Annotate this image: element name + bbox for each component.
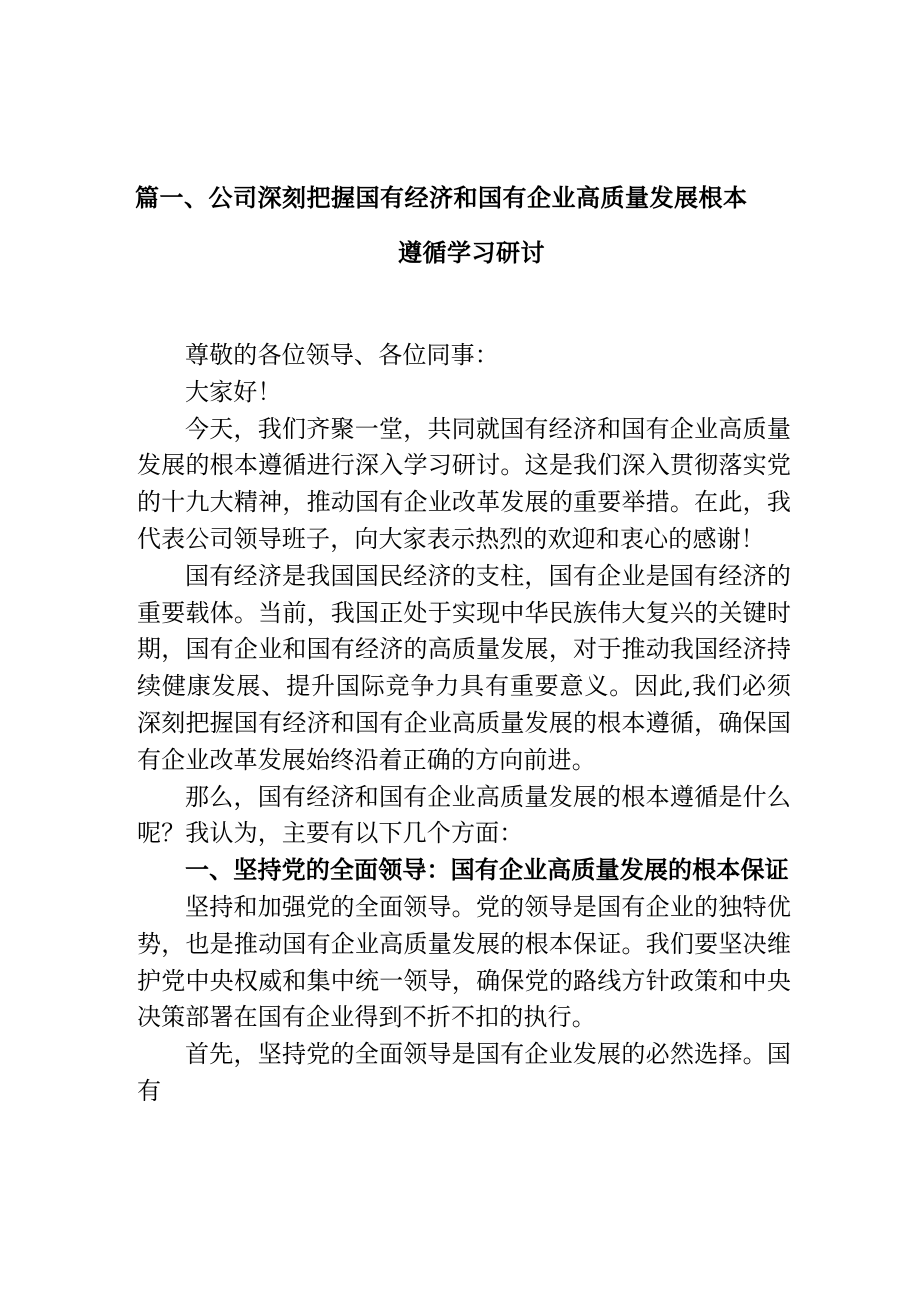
paragraph-question: 那么，国有经济和国有企业高质量发展的根本遵循是什么呢？我认为，主要有以下几个方面： xyxy=(137,782,791,848)
paragraph-background: 国有经济是我国国民经济的支柱，国有企业是国有经济的重要载体。当前，我国正处于实现中华民族伟大复兴的关键时期，国有企业和国有经济的高质量发展，对于推动我国经济持续健康发展、提升国际竞争力具有重要意义。因此,我们必须深刻把握国有经济和国有企业高质量发展的根本遵循，确保国有企业改革发展始终沿着正确的方向前进。 xyxy=(137,561,791,774)
section-paragraph: 首先，坚持党的全面领导是国有企业发展的必然选择。国有 xyxy=(137,1040,791,1105)
paragraph-intro: 今天，我们齐聚一堂，共同就国有经济和国有企业高质量发展的根本遵循进行深入学习研讨。这是我们深入贯彻落实党的十九大精神，推动国有企业改革发展的重要举措。在此，我代表公司领导班子，向大家表示热烈的欢迎和衷心的感谢！ xyxy=(137,414,791,553)
section-paragraph: 坚持和加强党的全面领导。党的领导是国有企业的独特优势，也是推动国有企业高质量发展的根本保证。我们要坚决维护党中央权威和集中统一领导，确保党的路线方针政策和中央决策部署在国有企业得到不折不扣的执行。 xyxy=(137,892,791,1032)
salutation: 尊敬的各位领导、各位同事： xyxy=(185,341,499,369)
document-title-line-1: 篇一、公司深刻把握国有经济和国有企业高质量发展根本 xyxy=(135,183,748,212)
document-title-line-2: 遵循学习研讨 xyxy=(398,238,545,267)
greeting: 大家好！ xyxy=(185,377,282,406)
section-heading: 一、坚持党的全面领导：国有企业高质量发展的根本保证 xyxy=(185,855,789,885)
document-body xyxy=(137,337,791,1110)
